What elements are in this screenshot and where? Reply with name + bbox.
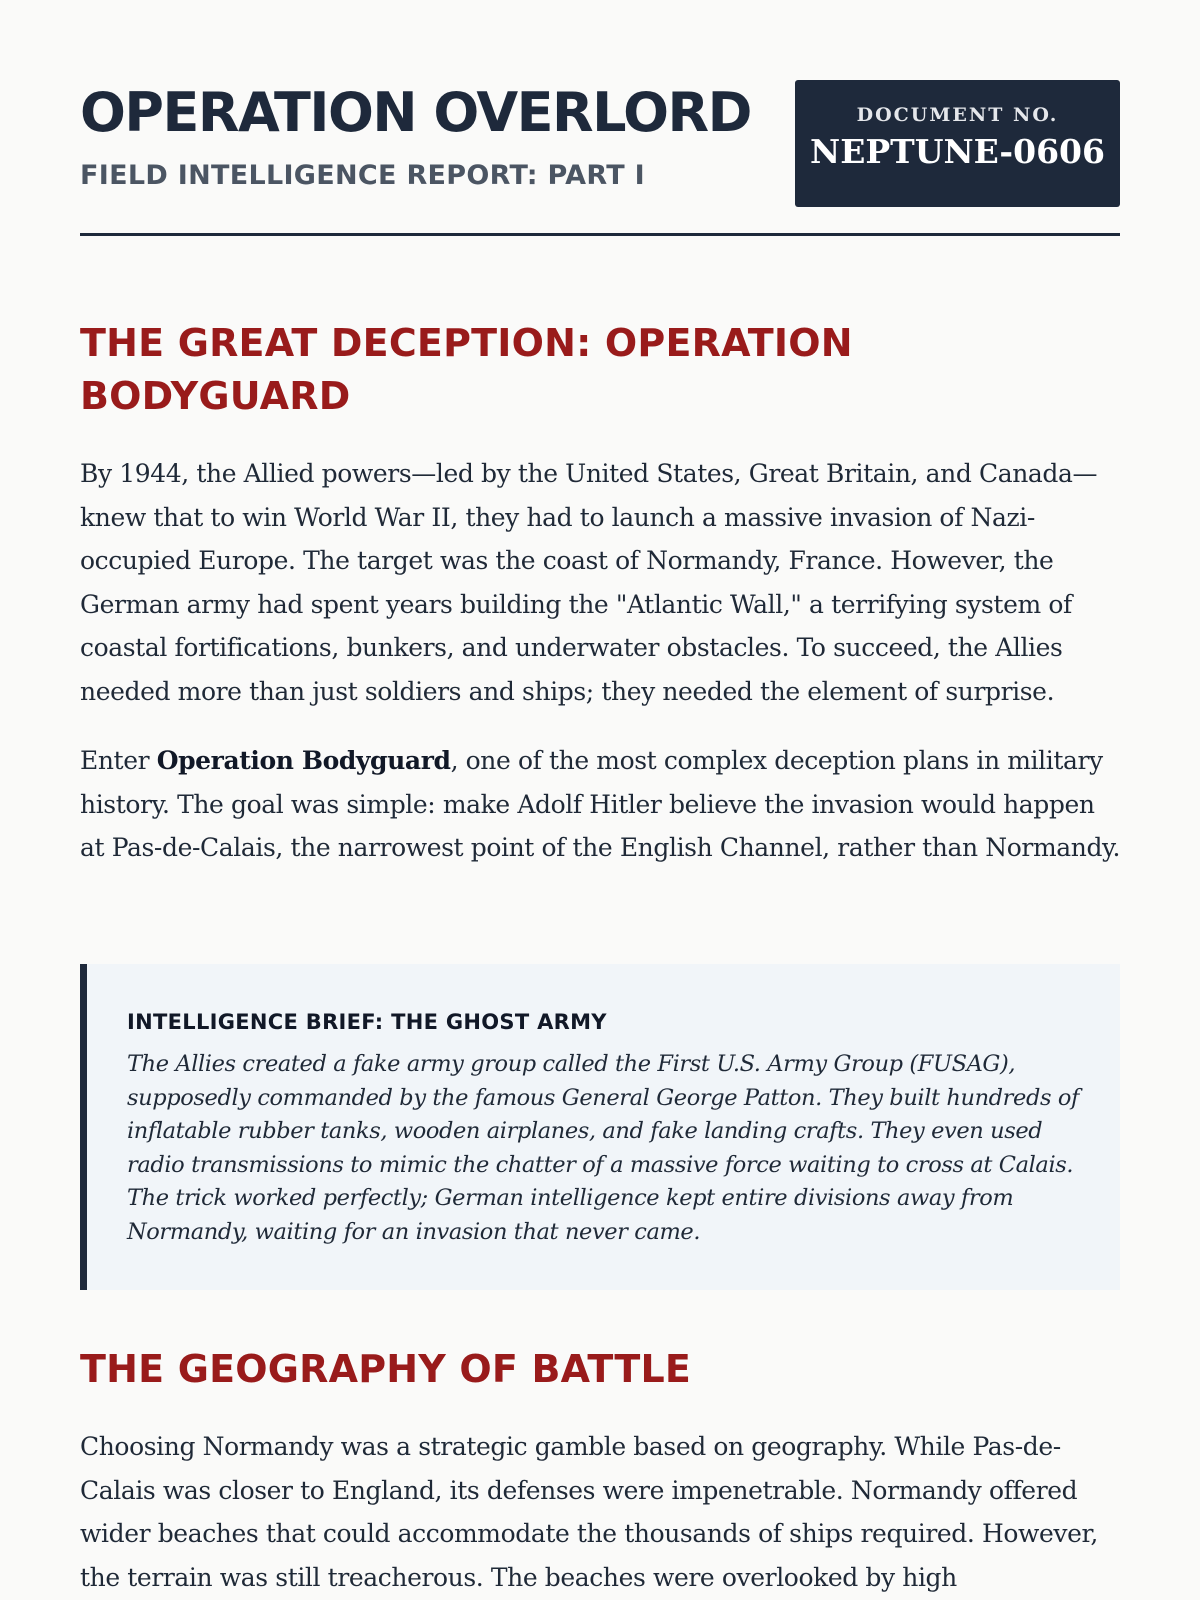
report-header [80, 0, 1120, 236]
section-heading-deception: THE GREAT DECEPTION: OPERATION BODYGUARD [80, 321, 853, 418]
document-number-badge [795, 80, 1120, 207]
document-number-label: DOCUMENT NO. [856, 104, 1059, 126]
paragraph-text-end: , one of the most complex deception plans in military history. The goal was simple: make Adolf Hitler believe the invasion would happen at Pas-de-Calais, the narrowest point of the English Channel, rather than Normandy. [80, 746, 1121, 862]
paragraph-text-start: Enter [80, 746, 157, 775]
paragraph-operation-bodyguard [80, 739, 1120, 870]
paragraph-geography: Choosing Normandy was a strategic gamble based on geography. While Pas-de-Calais was closer to England, its defenses were impenetrable. Normandy offered wider beaches that could accommodate the thousands of ships required. However, the terrain was still treacherous. The beaches were overlooked by high [80, 1432, 1098, 1592]
intelligence-brief-title: INTELLIGENCE BRIEF: THE GHOST ARMY [127, 1010, 607, 1034]
intelligence-brief-callout [80, 964, 1120, 1290]
report-subtitle: FIELD INTELLIGENCE REPORT: PART I [80, 160, 646, 191]
bodyguard-emphasis: Operation Bodyguard [156, 746, 451, 775]
paragraph-allied-invasion: By 1944, the Allied powers—led by the United States, Great Britain, and Canada—knew that to win World War II, they had to launch a massive invasion of Nazi-occupied Europe. The target was the coast of Normandy, France. However, the German army had spent years building the "Atlantic Wall," a terrifying system of coastal fortifications, bunkers, and underwater obstacles. To succeed, the Allies needed more than just soldiers and ships; they needed the element of surprise. [80, 459, 1098, 706]
document-number-value: NEPTUNE-0606 [810, 132, 1105, 171]
section-heading-geography: THE GEOGRAPHY OF BATTLE [80, 1347, 692, 1391]
intelligence-brief-text: The Allies created a fake army group called the First U.S. Army Group (FUSAG), supposedly commanded by the famous General George Patton. They built hundreds of inflatable rubber tanks, wooden airplanes, and fake landing crafts. They even used radio transmissions to mimic the chatter of a massive force waiting to cross at Calais. The trick worked perfectly; German intelligence kept entire divisions away from Normandy, waiting for an invasion that never came. [127, 1051, 1079, 1245]
report-title: OPERATION OVERLORD [80, 81, 751, 144]
